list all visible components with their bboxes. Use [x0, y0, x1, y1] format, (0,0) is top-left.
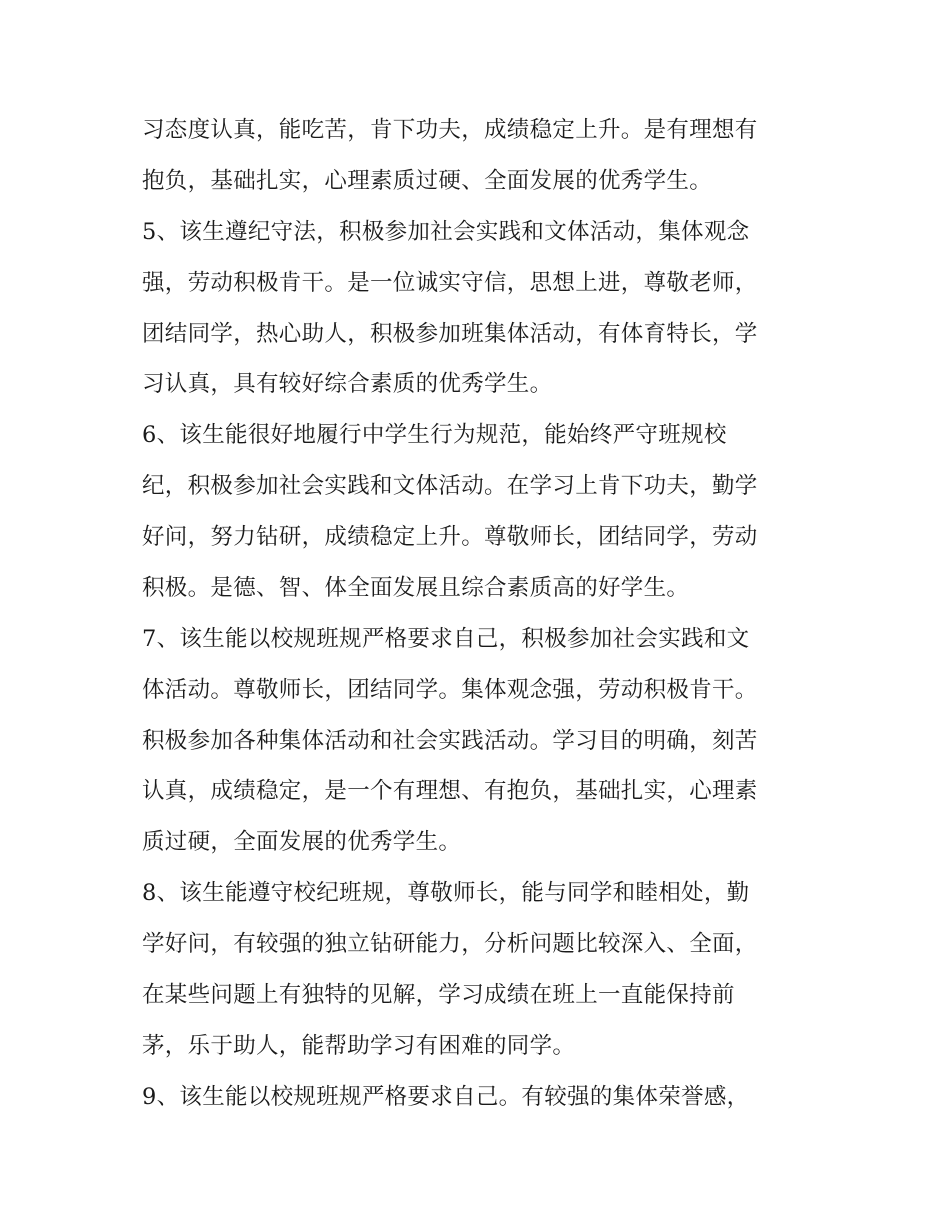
text-line: 学好问，有较强的独立钻研能力，分析问题比较深入、全面， — [142, 931, 758, 957]
text-line: 习认真，具有较好综合素质的优秀学生。 — [142, 371, 553, 397]
text-line: 纪，积极参加社会实践和文体活动。在学习上肯下功夫，勤学 — [142, 473, 758, 499]
text-line: 积极参加各种集体活动和社会实践活动。学习目的明确，刻苦 — [142, 728, 758, 754]
text-line: 8、该生能遵守校纪班规，尊敬师长，能与同学和睦相处，勤 — [142, 880, 750, 906]
text-line: 体活动。尊敬师长，团结同学。集体观念强，劳动积极肯干。 — [142, 677, 758, 703]
text-line: 积极。是德、智、体全面发展且综合素质高的好学生。 — [142, 575, 690, 601]
text-line: 好问，努力钻研，成绩稳定上升。尊敬师长，团结同学，劳动 — [142, 524, 758, 550]
text-line: 5、该生遵纪守法，积极参加社会实践和文体活动，集体观念 — [142, 219, 750, 245]
text-line: 质过硬，全面发展的优秀学生。 — [142, 829, 462, 855]
text-line: 在某些问题上有独特的见解，学习成绩在班上一直能保持前 — [142, 982, 735, 1008]
text-line: 团结同学，热心助人，积极参加班集体活动，有体育特长，学 — [142, 321, 758, 347]
text-line: 抱负，基础扎实，心理素质过硬、全面发展的优秀学生。 — [142, 168, 713, 194]
text-line: 9、该生能以校规班规严格要求自己。有较强的集体荣誉感， — [142, 1084, 750, 1110]
text-line: 7、该生能以校规班规严格要求自己，积极参加社会实践和文 — [142, 626, 750, 652]
text-line: 6、该生能很好地履行中学生行为规范，能始终严守班规校 — [142, 422, 727, 448]
text-line: 认真，成绩稳定，是一个有理想、有抱负，基础扎实，心理素 — [142, 778, 758, 804]
text-line: 习态度认真，能吃苦，肯下功夫，成绩稳定上升。是有理想有 — [142, 117, 758, 143]
text-line: 茅，乐于助人，能帮助学习有困难的同学。 — [142, 1033, 576, 1059]
text-line: 强，劳动积极肯干。是一位诚实守信，思想上进，尊敬老师， — [142, 270, 758, 296]
